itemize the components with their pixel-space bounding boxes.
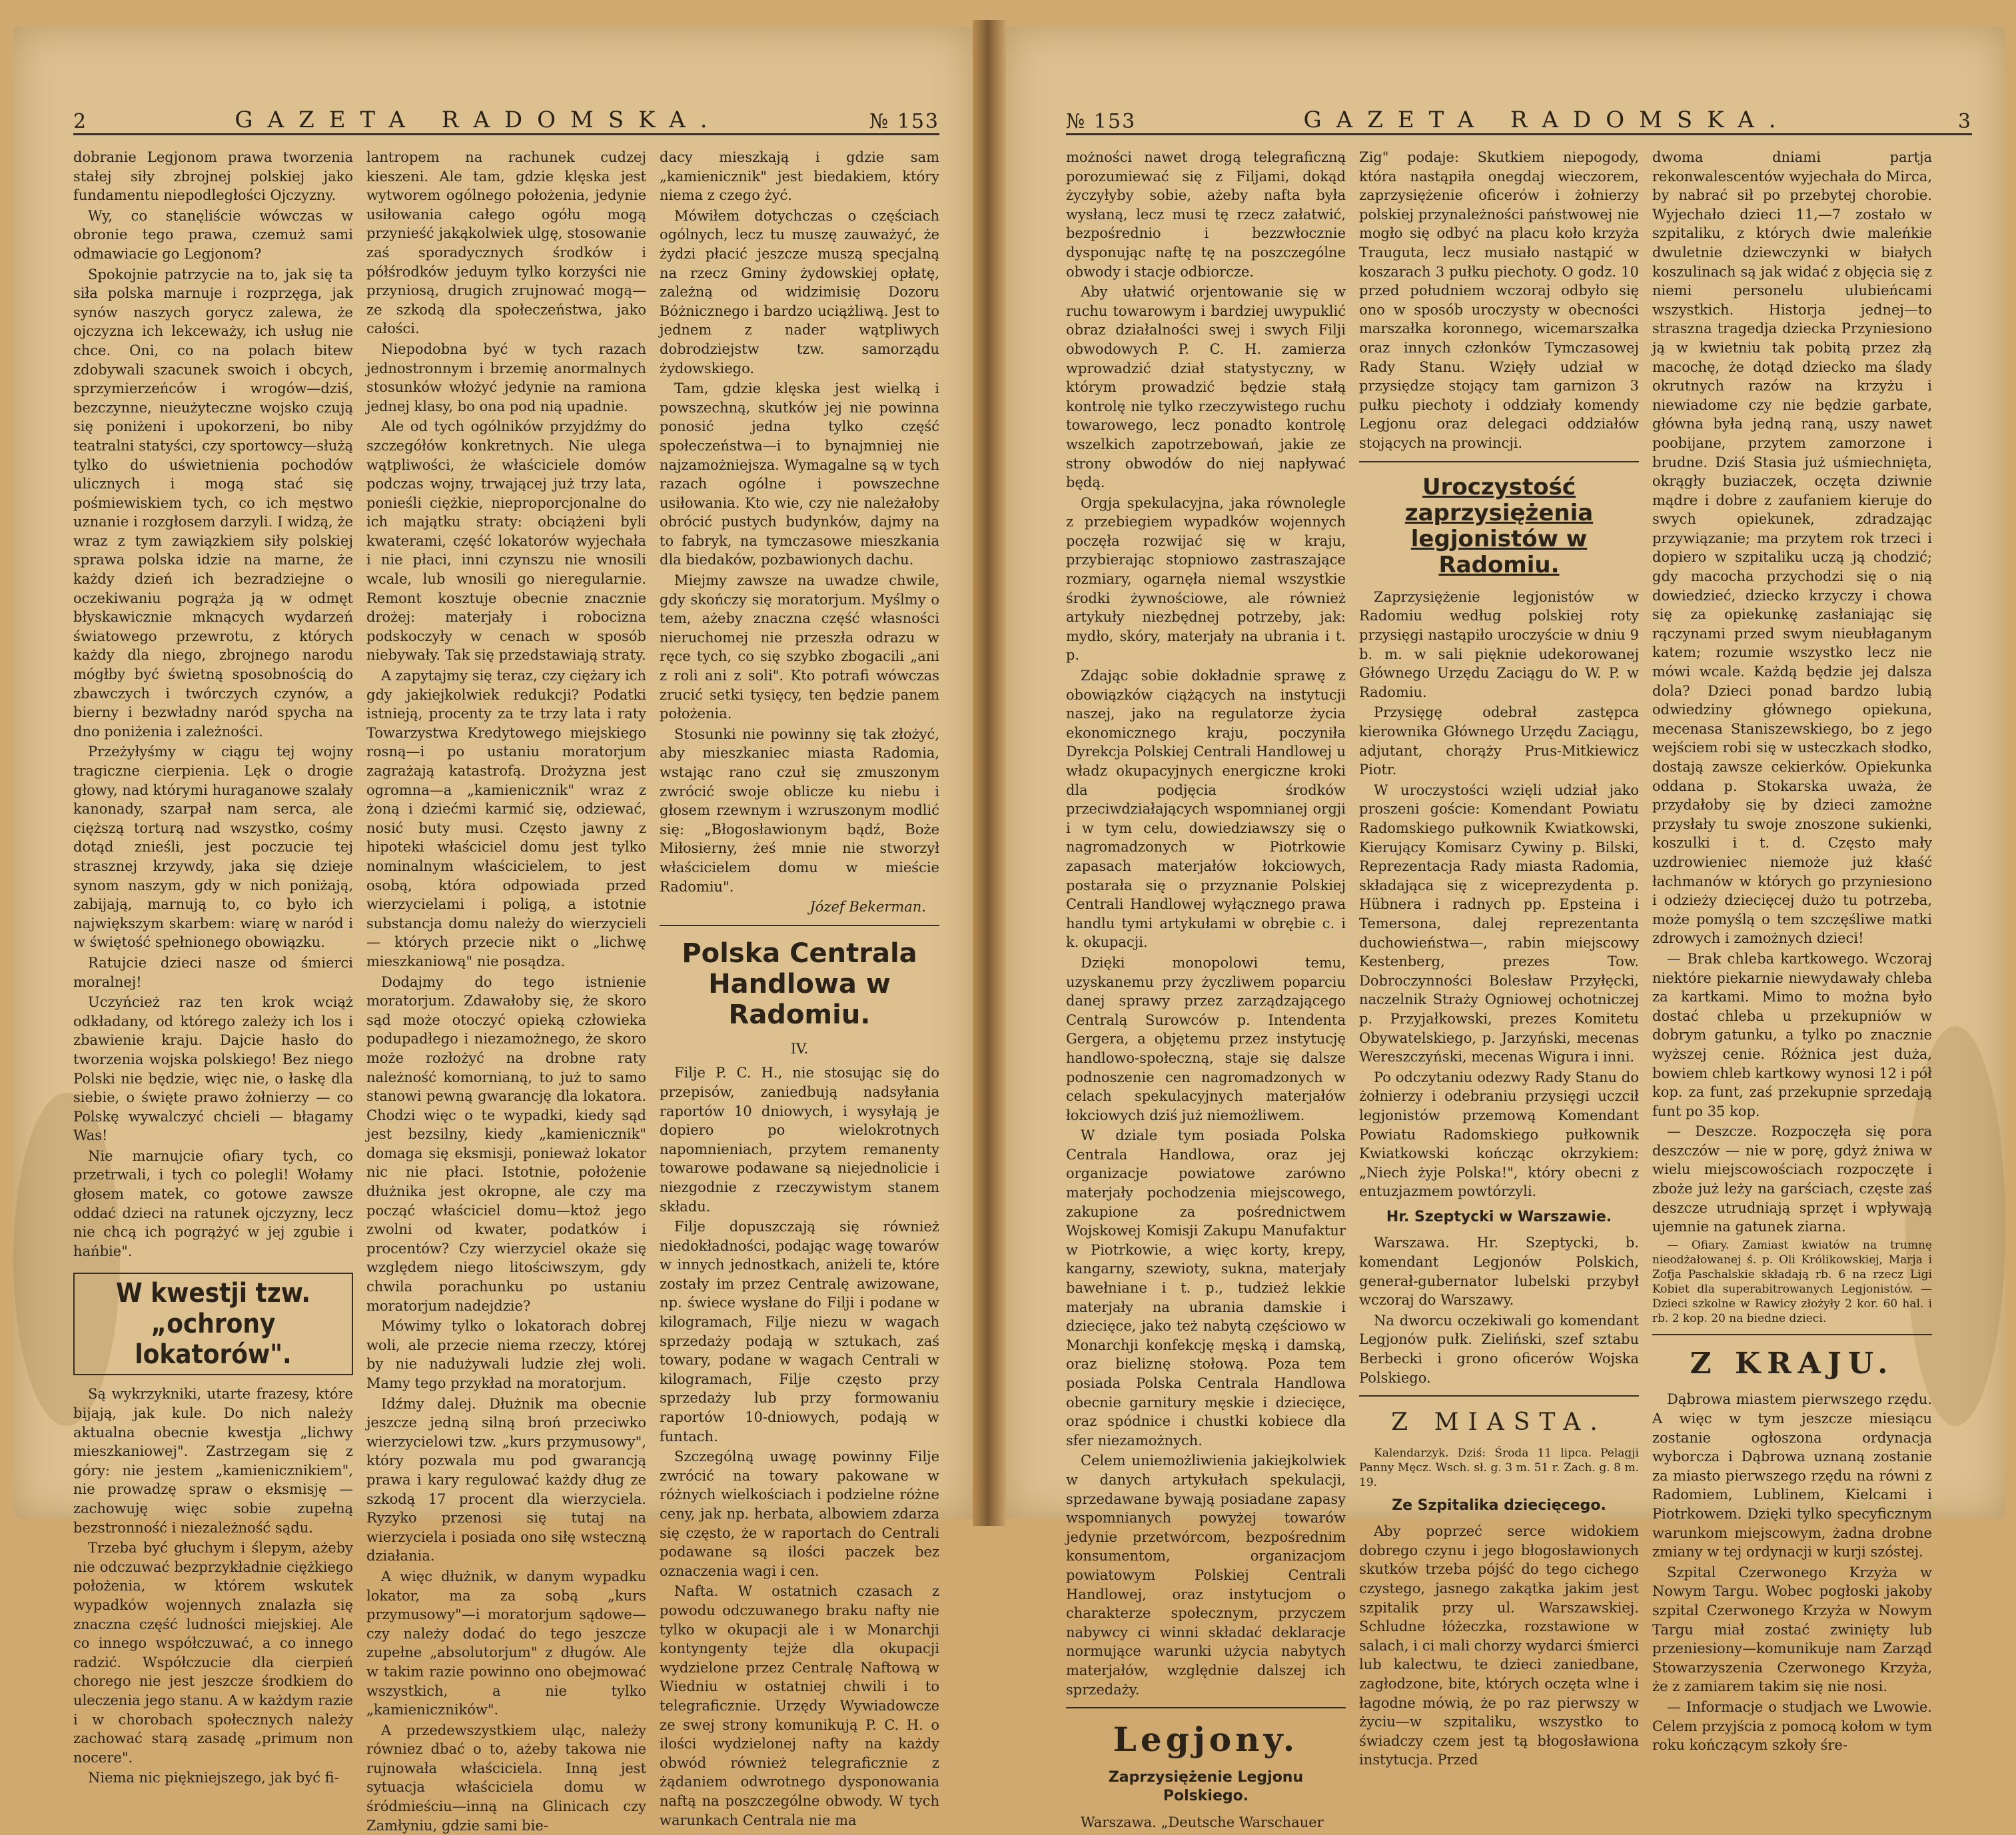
column-6 (1652, 148, 1932, 1754)
section-headline: Z KRAJU. (1690, 1346, 1895, 1381)
paragraph: — Informacje o studjach we Lwowie. Celem przyjścia z pomocą kołom w tym roku kończącym szkoły śre- (1652, 1698, 1932, 1754)
page-fold (973, 20, 1006, 1526)
paragraph: Na dworcu oczekiwali go komendant Legjonów pułk. Zieliński, szef sztabu Berbecki i grono oficerów Wojska Polskiego. (1359, 1312, 1639, 1386)
paragraph: Stosunki nie powinny się tak złożyć, aby mieszkaniec miasta Radomia, wstając rano czuł się zmuszonym zwrócić swoje oblicze ku niebu i głosem rzewnym i wzruszonym modlić się: „Błogosławionym bądź, Boże Miłosierny, żeś mnie nie stworzył właścicielem domu w mieście Radomiu". (660, 726, 939, 895)
paragraph: Zig" podaje: Skutkiem niepogody, która nastąpiła onegdaj wieczorem, zaprzysiężenie oficerów i żołnierzy polskiej przynależności państwowej nie mogło się odbyć na placu koło krzyża Trauguta, lecz musiało nastąpić w koszarach 3 pułku piechoty. O godz. 10 przed południem wczoraj odbyło się ono w sposób uroczysty w obecności marszałka koronnego, wicemarszałka oraz innych członków Tymczasowej Rady Stanu. Wzięły udział w przysiędze stojący tam garnizon 3 pułku piechoty i oddziały komendy Legjonu oraz delegaci oddziałów stojących na prowincji. (1359, 149, 1639, 451)
page-number: 2 (73, 110, 88, 133)
paragraph: Warszawa. Hr. Szeptycki, b. komendant Legjonów Polskich, generał-gubernator lubelski przybył wczoraj do Warszawy. (1359, 1235, 1639, 1309)
page-number: 3 (1957, 110, 1972, 133)
paragraph: Aby poprzeć serce widokiem dobrego czynu i jego błogosławionych skutków trzeba pójść do tego cichego czystego, jasnego zakątka jakim jest szpitalik przy ul. Warszawskiej. Schludne łóżeczka, rozstawione w salach, i ci mali chorzy wydarci śmierci lub kalectwu, te dzieci zaniedbane, zagłodzone, bite, których oczęta wlne i łagodne mówią, że po raz pierwszy w życiu—w szpitaliku, wszystko to świadczy czem jest tą błogosławiona instytucja. Przed (1359, 1523, 1639, 1768)
article-subhead: Ze Szpitalika dziecięcego. (1392, 1497, 1606, 1514)
paragraph: dobranie Legjonom prawa tworzenia stałej siły zbrojnej polskiej jako fundamentu niepodległości Ojczyzny. (73, 149, 353, 204)
paragraph: Nafta. W ostatnich czasach z powodu odczuwanego braku nafty nie tylko w okupacji ale i w Monarchji kontyngenty tejże dla okupacji wydzielone przez Centralę Naftową w Wiedniu w ostatniej chwili i to telegraficznie. Urzędy Wywiadowcze ze swej strony komunikują P. C. H. o ilości wydzielonej nafty na każdy obwód również telegraficznie z żądaniem odwrotnego dysponowania naftą na poszczególne obwody. W tych warunkach Centrala nie ma (660, 1583, 939, 1828)
section-number: IV. (790, 1040, 809, 1057)
paragraph: Zdając sobie dokładnie sprawę z obowiązków ciążących na instytucji naszej, jako na regulatorze życia ekonomicznego kraju, poczyniła Dyrekcja Polskiej Centrali Handlowej u władz okupacyjnych energiczne kroki dla podjęcia środków przeciwdziałających wspomnianej orgji i w tym celu, dowiedziawszy się o nagromadzonych w Piotrkowie zapasach materjałów łokciowych, postarała się o przyznanie Polskiej Centrali Handlowej wyłącznego prawa handlu tymi artykułami w obrębie c. i k. okupacji. (1066, 668, 1346, 951)
divider (1066, 1707, 1346, 1708)
right-page-header (1066, 93, 1972, 135)
paragraph: Dodajmy do tego istnienie moratorjum. Zdawałoby się, że skoro sąd może otoczyć opieką człowieka podupadłego i niezamożnego, że skoro może rozłożyć na drobne raty należność komornianą, to już to samo stanowi pewną gwarancję dla lokatora. Chodzi więc o te wypadki, kiedy sąd jest bezsilny, kiedy „kamienicznik" domaga się eksmisji, ponieważ lokator nic nie płaci. Istotnie, położenie dłużnika jest okropne, ale czy ma począć właściciel domu—ktoż jego zwolni od kwater, podatków i procentów? Czy wierzyciel okaże się względem niego litościwszym, gdy chwila porachunku po ustaniu moratorjum nadejdzie? (366, 973, 646, 1314)
paragraph: A więc dłużnik, w danym wypadku lokator, ma za sobą „kurs przymusowy"—i moratorjum sądowe—czy należy dodać do tego jeszcze zupełne „absolutorjum" z długów. Ale w takim razie powinno ono obejmować wszystkich, a nie tylko „kamieniczników". (366, 1568, 646, 1718)
paragraph: Warszawa. „Deutsche Warschauer (1081, 1814, 1324, 1830)
section-headline: Legjony. (1113, 1720, 1299, 1760)
paragraph: Filje dopuszczają się również niedokładności, podając wagę towarów w innych jednostkach, aniżeli te, które zostały im przez Centralę awizowane, np. świece wysłane do Filji i podane w kilogramach, Filje niezu w wagach sprzedaży podają w sztukach, zaś towary, podane w wagach Centrali w kilogramach, Filje często przy sprzedaży lub przy formowaniu raportów 10-dniowych, podają w funtach. (660, 1219, 939, 1445)
paragraph: Orgja spekulacyjna, jaka równolegle z przebiegiem wypadków wojennych poczęła rozwijać się w kraju, przybierając stopniowo zastraszające rozmiary, ogarnęła niemal wszystkie środki żywnościowe, ale również artykuły niezbędnej potrzeby, jak: mydło, skóry, materjały na ubrania i t. p. (1066, 494, 1346, 664)
newspaper-title: GAZETA RADOMSKA. (235, 107, 722, 133)
divider (1652, 1334, 1932, 1335)
divider (1359, 461, 1639, 462)
paragraph: dacy mieszkają i gdzie sam „kamienicznik" jest biedakiem, który niema z czego żyć. (660, 149, 939, 204)
column-1 (73, 148, 353, 1786)
paragraph: A przedewszystkiem uląc, należy równiez dbać o to, ażeby takowa nie rujnowała właściciela. Inną jest sytuacja właściciela domu w śródmieściu—inną na Glinicach czy Zamłyniu, gdzie sami bie- (366, 1722, 646, 1834)
column-3 (660, 148, 939, 1828)
paragraph: Po odczytaniu odezwy Rady Stanu do żołnierzy i odebraniu przysięgi uczcił legjonistów przemową Komendant Powiatu Radomskiego pułkownik Kwiatkowski kończąc okrzykiem: „Niech żyje Polska!", który obecni z entuzjazmem powtórzyli. (1359, 1069, 1639, 1200)
issue-number: № 153 (869, 110, 939, 133)
paragraph: Miejmy zawsze na uwadze chwile, gdy skończy się moratorjum. Myślmy o tem, ażeby znaczna część własności nieruchomej nie przeszła odrazu w ręce tych, co się szybko zbogacili „ani z roli ani z soli". Kto potrafi wówczas zrucić setki tysięcy, ten będzie panem położenia. (660, 572, 939, 722)
paragraph: Ratujcie dzieci nasze od śmierci moralnej! (73, 954, 353, 990)
paragraph: — Deszcze. Rozpoczęła się pora deszczów — nie w porę, gdyż żniwa w wielu miejscowościach rozpoczęte i zboże już leży na garściach, częste zaś deszcze utrudniają sprzęt i wpływają ujemnie na gatunek ziarna. (1652, 1123, 1932, 1235)
paragraph: Przeżyłyśmy w ciągu tej wojny tragiczne cierpienia. Lęk o drogie głowy, nad którymi huraganowe szalały kanonady, szarpał nam serca, ale cięższą torturą nad wszystko, cośmy dotąd znieśli, jest poczucie tej strasznej krzywdy, jaka się dzieje synom naszym, gdy w nich poniżają, zabijają, marnują to, co było ich największym skarbem: wiarę w naród i w świętość spełnionego obowiązku. (73, 744, 353, 951)
column-4 (1066, 148, 1346, 1830)
section-headline: Z MIASTA. (1391, 1409, 1607, 1437)
paragraph: Niepodobna być w tych razach jednostronnym i brzemię anormalnych stosunków włożyć jedynie na ramiona jednej klasy, bo ona pod nią upadnie. (366, 340, 646, 414)
paragraph: Przysięgę odebrał zastępca kierownika Głównego Urzędu Zaciągu, adjutant, chorąży Prus-Mitkiewicz Piotr. (1359, 704, 1639, 778)
paragraph: Tam, gdzie klęska jest wielką i powszechną, skutków jej nie powinna ponosić jedna tylko część społeczeństwa—i to bynajmniej nie najzamożniejsza. Wymagalne są w tych razach ogólne i powszechne usiłowania. Kto wie, czy nie należałoby obrócić pustych budynków, dajmy na to fabryk, na tymczasowe mieszkania dla biedaków, pozbawionych dachu. (660, 380, 939, 568)
paragraph: Szczególną uwagę powinny Filje zwrócić na towary pakowane w różnych wielkościach i podzielne różne ceny, jak np. herbata, albowiem zdarza się często, że w raportach do Centrali podawane są ilości paczek bez oznaczenia wagi i cen. (660, 1449, 939, 1579)
paragraph: dwoma dniami partja rekonwalescentów wyjechała do Mirca, by nabrać sił po przebytej chorobie. Wyjechało dzieci 11,—7 zostało w szpitaliku, z których dwie maleńkie dwuletnie dziewczynki w białych koszulinach są jak widać z objęcia się z niemi personelu ulubieńcami wszystkich. Historja jednej—to straszna tragedja dziecka Przyniesiono ją w kwietniu tak pobitą przez złą macochę, że dotąd dziecko ma ślady okrutnych razów na krzyżu i niewiadome czy nie będzie garbate, główna była jedną raną, uszy nawet poobijane, przytem zamorzone i brudne. Dziś Stasia już uśmiechnięta, okrągły buziaczek, oczęta dziwnie mądre i dobre z zaufaniem kieruje do swych opiekunek, zdradzając przywiązanie; ma przytem rok trzeci i dopiero w szpitaliku uczą ją chodzić; gdy macocha przychodzi się o nią dowiedzieć, dziecko krzyczy i chowa się za opiekunkę zasłaniając się rączynami przed swym nieubłaganym katem; rozumie wszystko lecz nie mówi wcale. Każdą będzie jej dalsza dola? Dzieci ponad bardzo lubią odwiedziny głównego opiekuna, mecenasa Staniszewskiego, bo z jego wejściem robi się w usteczkach słodko, dostają zawsze cekierków. Opiekunka oddana p. Stokarska uważa, że przydałoby się by dzieci zamożne przysłały tu swoje znoszone sukienki, koszulki i t. d. Często mały uzdrowieniec niemoże już kłaść łachmanów w których go przyniesiono i odzieży dziecięcej dużo tu potrzeba, może pomyślą o tem szczęśliwe matki zdrowych i zamożnych dzieci! (1652, 149, 1932, 947)
paragraph: — Ofiary. Zamiast kwiatów na trumnę nieodżałowanej ś. p. Oli Królikowskiej, Marja i Zofja Paschalskie składają rb. 6 na rzecz Ligi Kobiet dla superabitrowanych Legjonistów. — Dzieci szkolne w Rawicy złożyły 2 kor. 60 hal. i rb. 2 kop. 20 na biedne dzieci. (1652, 1238, 1932, 1325)
article-headline: Uroczystość zaprzysiężenia legjonistów w Radomiu. (1404, 473, 1594, 578)
paragraph: lantropem na rachunek cudzej kieszeni. Ale tam, gdzie klęska jest wytworem ogólnego położenia, jedynie usiłowania całego ogółu mogą przynieść jakąkolwiek ulgę, stosowanie zaś sporadycznych środków i półśrodków jeduym tylko korzyści nie przyniosą, drugich zrujnować mogą—ze szkodą dla społeczeństwa, jako całości. (366, 149, 646, 337)
paragraph: Mówiłem dotychczas o częściach ogólnych, lecz tu muszę zauważyć, że żydzi płacić jeszcze muszą specjalną na rzecz Gminy żydowskiej opłatę, zależną od widzimisię Dozoru Bóżnicznego i bardzo uciążliwą. Jest to jednem z nader wątpliwych dobrodziejstw tzw. samorządu żydowskiego. (660, 207, 939, 376)
paragraph: A zapytajmy się teraz, czy ciężary ich gdy jakiejkolwiek redukcji? Podatki istnieją, procenty za te trzy lata i raty Towarzystwa Kredytowego miejskiego rosną—i po ustaniu moratorjum zagrażają katastrofą. Drożyzna jest ogromna—a „kamienicznik" wraz z żoną i dziećmi karmić się, odziewać, nosić buty musi. Często jawny z hipoteki właściciel domu jest tylko nominalnym właścicielem, to jest osobą, która odpowiada przed wierzycielami i poligą, a istotnie substancja domu należy do wierzycieli — których przecie nikt o „lichwę mieszkaniową" nie posądza. (366, 668, 646, 969)
author-signature: Józef Bekerman. (809, 899, 926, 916)
paragraph: Zaprzysiężenie legjonistów w Radomiu według polskiej roty przysięgi nastąpiło uroczyście w dniu 9 b. m. w sali pięknie udekorowanej Głównego Urzędu Zaciągu do W. P. w Radomiu. (1359, 588, 1639, 700)
column-5 (1359, 148, 1639, 1768)
divider (660, 925, 939, 926)
paragraph: W uroczystości wzięli udział jako proszeni goście: Komendant Powiatu Radomskiego pułkownik Kwiatkowski, Kierujący Komisarz Cywiny p. Bilski, Reprezentacja Rady miasta Radomia, składająca się z wiceprezydenta p. Hübnera i radnych pp. Epsteina i Temersona, dalej reprezentanta duchowieństwa—, rabin miejscowy Kestenberg, prezes Tow. Dobroczynności Bolesław Przyłęcki, naczelnik Straży Ogniowej ochotniczej p. Przyjałkowski, prezes Komitetu Obywatelskiego, p. Jarzyński, mecenas Wereszczyński, mecenas Wigura i inni. (1359, 782, 1639, 1065)
paragraph: Uczyńcież raz ten krok wciąż odkładany, od którego zależy ich los i zbawienie kraju. Dajcie hasło do tworzenia wojska polskiego! Bez niego Polski nie będzie, więc nie, o łaskę dla siebie, o święte prawo żołnierzy — co Polskę wywalczyć chcieli — błagamy Was! (73, 994, 353, 1144)
paragraph: Wy, co stanęliście wówczas w obronie tego prawa, czemuż sami odmawiacie go Legjonom? (73, 207, 353, 262)
column-2 (366, 148, 646, 1834)
paragraph: Dzięki monopolowi temu, uzyskanemu przy życzliwem poparciu danej sprawy przez zarządzającego Centralą Surowców p. Intendenta Gergera, a objętemu przez instytucję handlowo-społeczną, staje się dalsze podnoszenie cen nagromadzonych w celach spekulacyjnych materjałów łokciowych dziś już niemożliwem. (1066, 954, 1346, 1123)
left-page-header (73, 93, 939, 135)
paragraph: Szpital Czerwonego Krzyża w Nowym Targu. Wobec pogłoski jakoby szpital Czerwonego Krzyża w Nowym Targu miał zostać zwinięty lub przeniesiony—komunikuje nam Zarząd Stowarzyszenia Czerwonego Krzyża, że z zamiarem takim się nie nosi. (1652, 1564, 1932, 1695)
newspaper-title: GAZETA RADOMSKA. (1303, 107, 1791, 133)
article-headline: W kwestji tzw. „ochrony lokatorów". (73, 1273, 353, 1375)
divider (1359, 1395, 1639, 1397)
paragraph: Niema nic piękniejszego, jak być fi- (88, 1770, 339, 1786)
calendar-note: Kalendarzyk. Dziś: Środa 11 lipca. Pelagji Panny Męcz. Wsch. sł. g. 3 m. 51 r. Zach. g. 8 m. 19. (1359, 1446, 1639, 1489)
paragraph: W dziale tym posiada Polska Centrala Handlowa, oraz jej organizacje powiatowe zarówno materjały pochodzenia miejscowego, zakupione za pośrednictwem Wojskowej Komisji Zakupu Manufaktur w Piotrkowie, a więc korty, krepy, kangarny, szewioty, sukna, materjały bawełniane i t. p., tudzież lekkie materjały na ubrania damskie i dziecięce, jako też nabytą częściowo w Monarchji konfekcję męską i damską, oraz bieliznę stołową. Poza tem posiada Polska Centrala Handlowa obecnie garnitury męskie i dziecięce, oraz spódnice i chustki kobiece dla sfer niezamożnych. (1066, 1127, 1346, 1449)
paragraph: Trzeba być głuchym i ślepym, ażeby nie odczuwać bezprzykładnie ciężkiego położenia, w którem wskutek wypadków wojennych znalazła się znaczna część ludności miejskiej. Ale co innego współczuwać, a co innego radzić. Współczucie dla cierpień chorego nie jest jeszcze środkiem do uleczenia jego stanu. A w każdym razie i w chorobach społecznych należy zachować starą zasadę „primum non nocere". (73, 1540, 353, 1766)
paragraph: — Brak chleba kartkowego. Wczoraj niektóre piekarnie niewydawały chleba za kartkami. Mimo to można było dostać chleba u przekupniów w dobrym gatunku, a tylko po znacznie wyższej cenie. Różnica jest duża, bowiem chleb kartkowy wynosi 12 i pół kop. za funt, zaś przekupnie sprzedają funt po 35 kop. (1652, 950, 1932, 1119)
paragraph: możności nawet drogą telegraficzną porozumiewać się z Filjami, dokąd życzyłyby sobie, ażeby nafta była wysłaną, lecz musi tę rzecz załatwić, bezpośrednio i bezzwłocznie dysponując naftę tę na poszczególne obwody i stacje odbiorcze. (1066, 149, 1346, 280)
article-subhead: Hr. Szeptycki w Warszawie. (1386, 1208, 1612, 1225)
paragraph: Spokojnie patrzycie na to, jak się ta siła polska marnuje i rozprzęga, jak synów naszych gorycz zalewa, że ojczyzna ich lekceważy, ich usług nie chce. Oni, co na polach bitew zdobywali szacunek swoich i obcych, sprzymierzeńców i wrogów—dziś, bezczynne, nieużyteczne wojsko czują się poniżeni i upokorzeni, bo niby teatralni statyści, czy sportowcy—służą tylko do uświetnienia pochodów ulicznych i mogą stać się pośmiewiskiem tych, co ich męstwo uznanie i rozgłosem darzyli. I widzą, że wraz z tym zawiązkiem siły polskiej sprawa polska idzie na marne, że każdy dzień ich bezradziejne o oczekiwaniu pogrąża ją w odmęt błyskawicznie mknących wydarzeń światowego przewrotu, z których każdy dla niego, zbrojnego narodu mógłby być świetną sposobnością do zbawczych i twórczych czynów, a bierny i bezwładny naród spycha na dno poniżenia i zależności. (73, 266, 353, 740)
paragraph: Nie marnujcie ofiary tych, co przetrwali, i tych co polegli! Wołamy głosem matek, co gotowe zawsze oddać dzieci na ratunek ojczyzny, lecz nie chcą ich pogrążyć w jej zgubie i hańbie". (73, 1147, 353, 1259)
article-headline: Polska Centrala Handlowa w Radomiu. (682, 937, 917, 1030)
paragraph: Celem uniemożliwienia jakiejkolwiek w danych artykułach spekulacji, sprzedawane bywają posiadane zapasy wspomnianych powyżej towarów jedynie przetwórcom, bezpośrednim konsumentom, organizacjom powiatowym Polskiej Centrali Handlowej, oraz instytucjom o charakterze społecznym, przyczem nabywcy ci winni składać deklaracje normujące warunki użycia nabytych materjałów, względnie dalszej ich sprzedaży. (1066, 1453, 1346, 1698)
paragraph: Idźmy dalej. Dłużnik ma obecnie jeszcze jedną silną broń przeciwko wierzycielowi tzw. „kurs przymusowy", który pozwala mu pod gwarancją prawa i kary regulować każdy dług ze szkodą 17 procent dla wierzyciela. Ryzyko przenosi się tutaj na wierzyciela i posiada ono siłę wsteczną działania. (366, 1395, 646, 1564)
paragraph: Mówimy tylko o lokatorach dobrej woli, ale przecie niema rzeczy, której by nie nadużywali ludzie złej woli. Mamy tego przykład na moratorjum. (366, 1318, 646, 1391)
paragraph: Filje P. C. H., nie stosując się do przepisów, zaniedbują nadsyłania raportów 10 dniowych, i wysyłają je dopiero po wielokrotnych napomnieniach, przytem remanenty towarowe podawane są niejednolicie i niezgodnie z rzeczywistym stanem składu. (660, 1065, 939, 1215)
paragraph: Są wykrzykniki, utarte frazesy, które bijają, jak kule. Do nich należy aktualna obecnie kwestja „lichwy mieszkaniowej". Zastrzegam się z góry: nie jestem „kamienicznikiem", nie prowadzę spraw o eksmisję — zachowuję więc sobie zupełną bezstronność i niezależność sądu. (73, 1386, 353, 1536)
paragraph: Ale od tych ogólników przyjdźmy do szczegółów konkretnych. Nie ulega wątpliwości, że właściciele domów podczas wojny, trwającej już trzy lata, ponieśli ciężkie, nieproporcjonalne do ich majątku straty: obciążeni byli kwaterami, część lokatorów wyjechała i nie płaci, inni czynszu nie wnosili wcale, lub wnosili go nieregularnie. Remont kosztuje obecnie znacznie drożej: materjały i robocizna podskoczyły w cenach w sposób niebywały. Tak się przedstawiają straty. (366, 418, 646, 664)
article-subhead: Zaprzysiężenie Legjonu Polskiego. (1108, 1768, 1304, 1805)
issue-number: № 153 (1066, 110, 1137, 133)
paragraph: Aby ułatwić orjentowanie się w ruchu towarowym i bardziej uwypuklić obraz działalności swej i swych Filji obwodowych P. C. H. zamierza wprowadzić dział statystyczny, w którym prowadzić będzie stałą kontrolę nie tylko rzeczywistego ruchu towarowego, lecz ponadto kontrolę wszelkich zapotrzebowań, jakie ze strony obwodów do niej napływać będą. (1066, 284, 1346, 491)
paragraph: Dąbrowa miastem pierwszego rzędu. A więc w tym jeszcze miesiącu zostanie ogłoszona ordynacja wyborcza i Dąbrowa uznaną zostanie za miasto pierwszego rzędu na równi z Radomiem, Lublinem, Kielcami i Piotrkowem. Dzięki tylko specyficznym warunkom miejscowym, żadna drobne zmiany w tej ordynacji w kurji szóstej. (1652, 1391, 1932, 1560)
